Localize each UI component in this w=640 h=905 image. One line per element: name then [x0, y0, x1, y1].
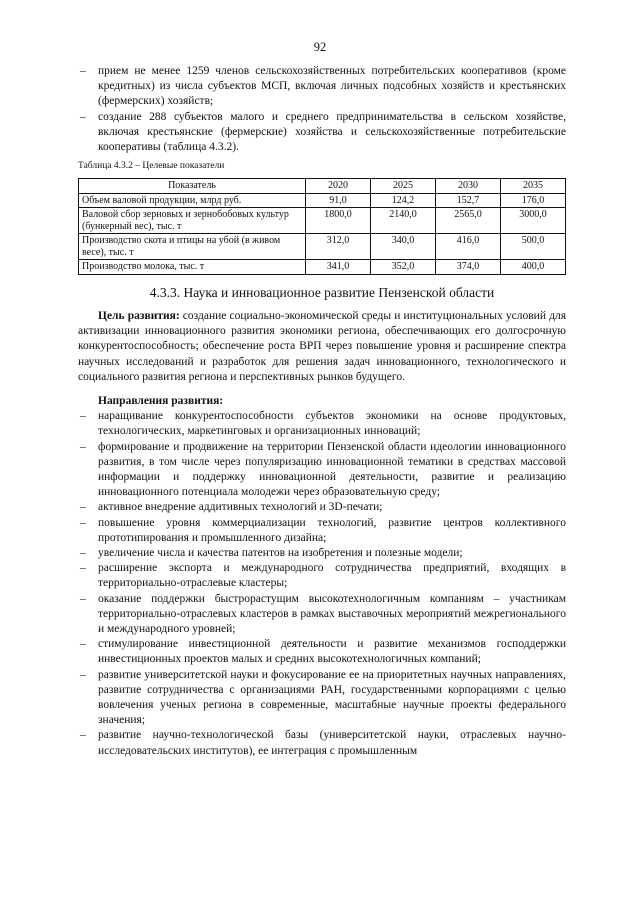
table-cell: 416,0: [436, 234, 501, 260]
table-cell: 176,0: [501, 193, 566, 208]
table-cell: Объем валовой продукции, млрд руб.: [79, 193, 306, 208]
table-header-row: [79, 179, 566, 194]
list-item: – повышение уровня коммерциализации технологий, развитие центров коллективного прототипирования и промышленного дизайна;: [78, 516, 566, 546]
list-item: – формирование и продвижение на территории Пензенской области идеологии инновационного развития, в том числе через популяризацию инновационной тематики в средствах массовой информации и поддержку инновационной деятельности, развитие и реализацию инновационного потенциала молодежи через образовательную среду;: [78, 440, 566, 501]
table-row: [79, 208, 566, 234]
table-cell: 312,0: [306, 234, 371, 260]
table-cell: 374,0: [436, 260, 501, 275]
list-item: – расширение экспорта и международного сотрудничества предприятий, входящих в территориально-отраслевые кластеры;: [78, 561, 566, 591]
target-indicators-table: [78, 178, 566, 275]
page-content: [78, 64, 566, 759]
table-cell: 500,0: [501, 234, 566, 260]
goal-label: Цель развития:: [98, 309, 180, 322]
table-cell: 91,0: [306, 193, 371, 208]
table-cell: 1800,0: [306, 208, 371, 234]
table-cell: 124,2: [371, 193, 436, 208]
directions-heading: Направления развития:: [98, 394, 224, 407]
page-number: 92: [313, 40, 327, 54]
goal-text: создание социально-экономической среды и институциональных условий для активизации инновационного развития экономики региона, обеспечивающих его долгосрочную конкурентоспособность; обеспечение роста ВРП через повышение уровня и расширение спектра научных исследований и разработок для решения задач инновационного, технологического и социального развития региона и перспективных рынков будущего.: [78, 309, 566, 383]
list-item: – прием не менее 1259 членов сельскохозяйственных потребительских кооперативов (кроме кредитных) из числа субъектов МСП, включая личных подсобных хозяйств и крестьянских (фермерских) хозяйств;: [78, 64, 566, 110]
table-cell: 2565,0: [436, 208, 501, 234]
table-cell: 3000,0: [501, 208, 566, 234]
table-cell: 352,0: [371, 260, 436, 275]
list-item: – активное внедрение аддитивных технологий и 3D-печати;: [78, 500, 566, 515]
table-cell: Производство молока, тыс. т: [79, 260, 306, 275]
list-item: – развитие университетской науки и фокусирование ее на приоритетных научных направлениях, развитие сотрудничества с организациями РАН, государственными корпорациями с целью вовлечения ученых региона в современные, масштабные научные проекты федерального значения;: [78, 668, 566, 729]
table-cell: Производство скота и птицы на убой (в живом весе), тыс. т: [79, 234, 306, 260]
table-cell: 152,7: [436, 193, 501, 208]
section-heading: 4.3.3. Наука и инновационное развитие Пензенской области: [149, 284, 495, 300]
list-item: – стимулирование инвестиционной деятельности и развитие механизмов господдержки инвестиционных проектов малых и средних высокотехнологичных компаний;: [78, 637, 566, 667]
goal-paragraph: [78, 309, 566, 385]
list-item: – наращивание конкурентоспособности субъектов экономики на основе продуктовых, технологических, маркетинговых и организационных инноваций;: [78, 409, 566, 439]
table-cell: 2140,0: [371, 208, 436, 234]
table-row: [79, 260, 566, 275]
table-cell: 400,0: [501, 260, 566, 275]
column-header: 2025: [371, 179, 436, 194]
table-row: [79, 234, 566, 260]
column-header: 2020: [306, 179, 371, 194]
list-item: – создание 288 субъектов малого и среднего предпринимательства в сельском хозяйстве, включая крестьянские (фермерские) хозяйства и сельскохозяйственные потребительские кооперативы (таблица 4.3.2).: [78, 110, 566, 156]
intro-bullet-list: [78, 64, 566, 155]
column-header: 2035: [501, 179, 566, 194]
list-item: – развитие научно-технологической базы (университетской науки, отраслевых научно-исследовательских институтов), ее интеграция с промышленным: [78, 728, 566, 758]
directions-list: [78, 409, 566, 759]
table-cell: 341,0: [306, 260, 371, 275]
column-header: 2030: [436, 179, 501, 194]
list-item: – оказание поддержки быстрорастущим высокотехнологичным компаниям – участникам территориально-отраслевых кластеров в рамках выставочных мероприятий межрегионального и международного уровней;: [78, 592, 566, 638]
column-header: Показатель: [79, 179, 306, 194]
table-cell: Валовой сбор зерновых и зернобобовых культур (бункерный вес), тыс. т: [79, 208, 306, 234]
table-cell: 340,0: [371, 234, 436, 260]
table-caption: Таблица 4.3.2 – Целевые показатели: [78, 161, 225, 172]
list-item: – увеличение числа и качества патентов на изобретения и полезные модели;: [78, 546, 566, 561]
table-row: [79, 193, 566, 208]
